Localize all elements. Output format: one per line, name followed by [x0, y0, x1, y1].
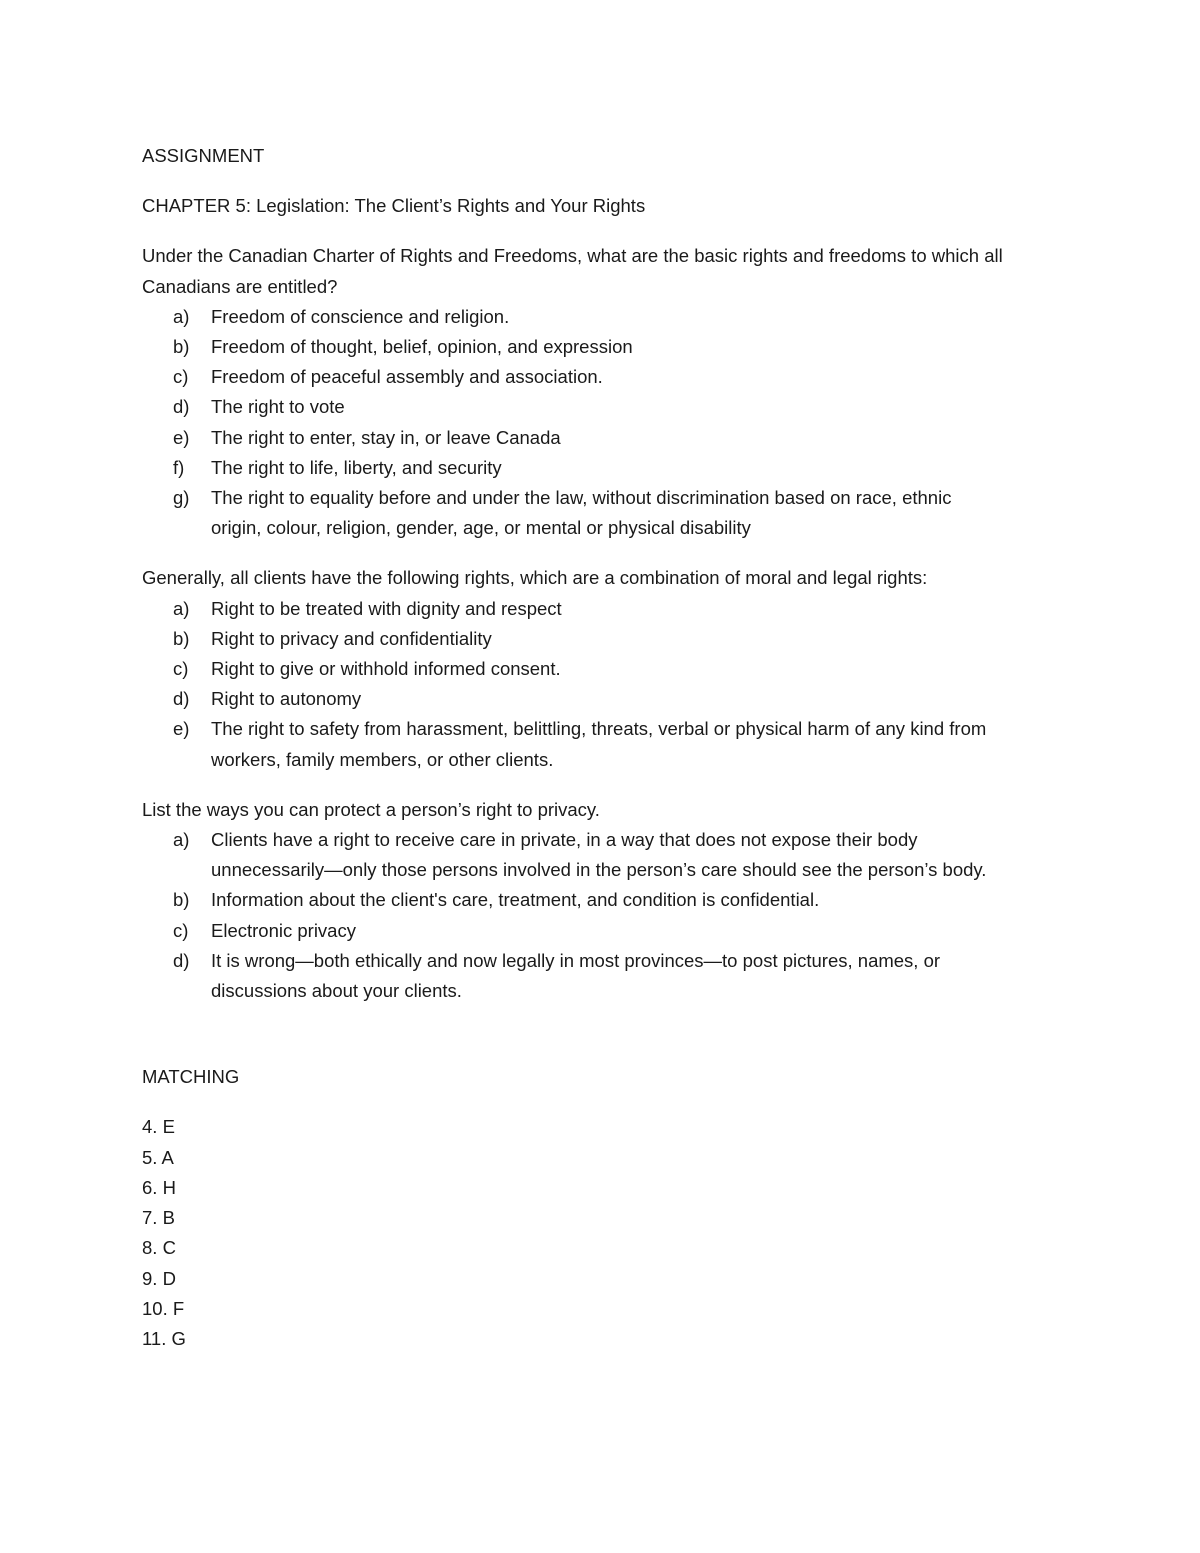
list-item-text: unnecessarily—only those persons involved in the person’s care should see the person’s body.: [211, 859, 987, 881]
list-marker: a): [173, 829, 190, 851]
list-item: [142, 423, 1062, 453]
list-marker: c): [173, 366, 189, 388]
list-item-text: Information about the client's care, treatment, and condition is confidential.: [211, 889, 820, 911]
list-item-text: Right to give or withhold informed consent.: [211, 658, 561, 680]
question-line: Generally, all clients have the following rights, which are a combination of moral and legal rights:: [142, 567, 928, 589]
list-item-text: The right to enter, stay in, or leave Canada: [211, 426, 561, 448]
spacer: [142, 171, 1062, 191]
list-item-text: discussions about your clients.: [211, 980, 462, 1002]
list-marker: d): [173, 949, 190, 971]
spacer: [142, 1042, 1062, 1062]
list-item: [142, 946, 1062, 1006]
chapter-title: CHAPTER 5: Legislation: The Client’s Rights and Your Rights: [142, 195, 646, 217]
list-item-text: Freedom of peaceful assembly and association.: [211, 366, 603, 388]
spacer: [142, 775, 1062, 795]
list-item: [142, 916, 1062, 946]
list-marker: b): [173, 889, 190, 911]
list-marker: a): [173, 597, 190, 619]
answer-list: [142, 825, 1062, 1006]
matching-answer: 8. C: [142, 1237, 176, 1259]
spacer: [142, 543, 1062, 563]
list-marker: a): [173, 305, 190, 327]
list-marker: b): [173, 627, 190, 649]
matching-answer: 5. A: [142, 1146, 174, 1168]
matching-answer: 4. E: [142, 1116, 175, 1138]
question-section-client-rights: [142, 563, 1062, 774]
list-item: [142, 594, 1062, 624]
list-item: [142, 453, 1062, 483]
list-item: [142, 362, 1062, 392]
spacer: [142, 1092, 1062, 1112]
list-marker: e): [173, 718, 190, 740]
list-marker: g): [173, 487, 190, 509]
list-item-text: The right to equality before and under the law, without discrimination based on race, ethnic: [211, 487, 952, 509]
list-item-text: The right to vote: [211, 396, 345, 418]
list-item: [142, 392, 1062, 422]
list-marker: c): [173, 919, 189, 941]
list-item: [142, 624, 1062, 654]
list-item-text: It is wrong—both ethically and now legally in most provinces—to post pictures, names, or: [211, 949, 941, 971]
list-marker: d): [173, 688, 190, 710]
list-item: [142, 483, 1062, 543]
list-item-text: Electronic privacy: [211, 919, 356, 941]
list-marker: f): [173, 456, 185, 478]
list-item-text: Freedom of conscience and religion.: [211, 305, 510, 327]
list-item-text: The right to safety from harassment, belittling, threats, verbal or physical harm of any kind from: [211, 718, 987, 740]
question-line: Under the Canadian Charter of Rights and Freedoms, what are the basic rights and freedoms to which all: [142, 245, 1003, 267]
list-item-text: Right to privacy and confidentiality: [211, 627, 492, 649]
spacer: [142, 221, 1062, 241]
list-marker: d): [173, 396, 190, 418]
list-item: [142, 885, 1062, 915]
list-item: [142, 302, 1062, 332]
question-section-privacy: [142, 795, 1062, 1006]
answer-list: [142, 594, 1062, 775]
list-item: [142, 654, 1062, 684]
list-item-text: Right to autonomy: [211, 688, 362, 710]
answer-list: [142, 302, 1062, 544]
list-marker: e): [173, 426, 190, 448]
question-section-charter: [142, 241, 1062, 543]
list-item: [142, 332, 1062, 362]
list-item-text: workers, family members, or other clients.: [211, 748, 554, 770]
assignment-heading: ASSIGNMENT: [142, 145, 265, 166]
spacer: [142, 1006, 1062, 1042]
list-item: [142, 714, 1062, 774]
list-item-text: origin, colour, religion, gender, age, or mental or physical disability: [211, 517, 751, 539]
list-item-text: Right to be treated with dignity and respect: [211, 597, 562, 619]
matching-heading: MATCHING: [142, 1066, 240, 1088]
matching-answer-list: [142, 1112, 1062, 1354]
list-item: [142, 825, 1062, 885]
list-marker: b): [173, 336, 190, 358]
list-item: [142, 684, 1062, 714]
document-body: [142, 141, 1062, 1354]
matching-answer: 6. H: [142, 1176, 176, 1198]
matching-answer: 9. D: [142, 1267, 176, 1289]
matching-answer: 11. G: [142, 1327, 186, 1349]
list-item-text: The right to life, liberty, and security: [211, 456, 502, 478]
question-line: Canadians are entitled?: [142, 275, 338, 297]
matching-answer: 10. F: [142, 1297, 185, 1319]
list-marker: c): [173, 658, 189, 680]
matching-answer: 7. B: [142, 1207, 175, 1229]
list-item-text: Freedom of thought, belief, opinion, and expression: [211, 336, 633, 358]
list-item-text: Clients have a right to receive care in private, in a way that does not expose their body: [211, 829, 918, 851]
question-line: List the ways you can protect a person’s right to privacy.: [142, 798, 600, 820]
